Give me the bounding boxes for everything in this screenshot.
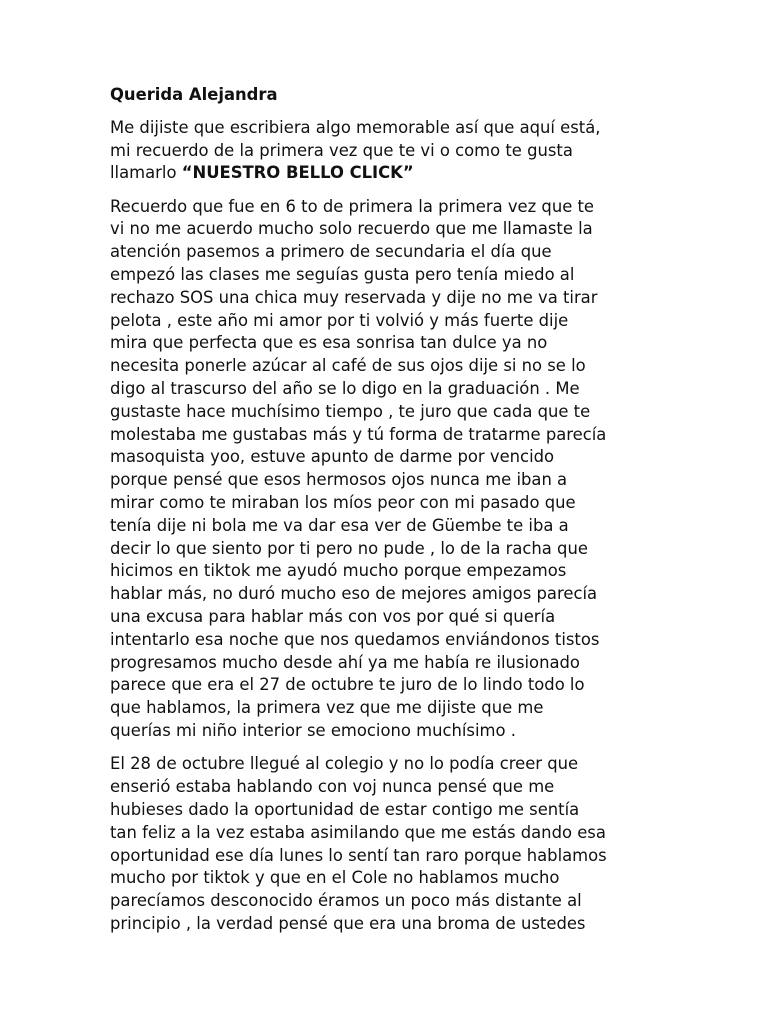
text-line: rechazo SOS una chica muy reservada y dije no me va tirar: [110, 287, 598, 307]
text-line: gustaste hace muchísimo tiempo , te juro que cada que te: [110, 401, 591, 421]
text-line: decir lo que siento por ti pero no pude , lo de la racha que: [110, 538, 588, 558]
text-line: atención pasemos a primero de secundaria el día que: [110, 242, 552, 262]
text-line: oportunidad ese día lunes lo sentí tan raro porque hablamos: [110, 845, 607, 865]
text-line: hicimos en tiktok me ayudó mucho porque empezamos: [110, 561, 567, 581]
text-line: digo al trascurso del año se lo digo en la graduación . Me: [110, 379, 580, 399]
text-line: tenía dije ni bola me va dar esa ver de Güembe te iba a: [110, 515, 569, 535]
text-line: empezó las clases me seguías gusta pero tenía miedo al: [110, 265, 575, 285]
text-line: pelota , este año mi amor por ti volvió y más fuerte dije: [110, 310, 569, 330]
text-line: Recuerdo que fue en 6 to de primera la primera vez que te: [110, 196, 595, 216]
text-line: necesita ponerle azúcar al café de sus ojos dije si no se lo: [110, 356, 586, 376]
text-line: parece que era el 27 de octubre te juro de lo lindo todo lo: [110, 675, 585, 695]
intro-paragraph: [110, 117, 670, 185]
text-line: hablar más, no duró mucho eso de mejores amigos parecía: [110, 584, 598, 604]
text-line: principio , la verdad pensé que era una broma de ustedes: [110, 913, 586, 933]
letter-salutation: Querida Alejandra: [110, 85, 278, 104]
text-line: mirar como te miraban los míos peor con mi pasado que: [110, 493, 576, 513]
memory-paragraph: [110, 196, 670, 743]
text-line: querías mi niño interior se emociono muchísimo .: [110, 721, 516, 741]
text-line: intentarlo esa noche que nos quedamos enviándonos tistos: [110, 629, 600, 649]
text-line: El 28 de octubre llegué al colegio y no lo podía creer que: [110, 754, 579, 774]
text-line: mi recuerdo de la primera vez que te vi o como te gusta: [110, 140, 573, 160]
text-line: progresamos mucho desde ahí ya me había re ilusionado: [110, 652, 580, 672]
text-line: mucho por tiktok y que en el Cole no hablamos mucho: [110, 868, 560, 888]
text-line: tan feliz a la vez estaba asimilando que me estás dando esa: [110, 822, 606, 842]
text-line: una excusa para hablar más con vos por qué si quería: [110, 607, 556, 627]
text-line: vi no me acuerdo mucho solo recuerdo que me llamaste la: [110, 219, 593, 239]
text-line: enserió estaba hablando con voj nunca pensé que me: [110, 777, 555, 797]
text-line: mira que perfecta que es esa sonrisa tan dulce ya no: [110, 333, 548, 353]
text-line: molestaba me gustabas más y tú forma de tratarme parecía: [110, 424, 607, 444]
text-line: masoquista yoo, estuve apunto de darme por vencido: [110, 447, 555, 467]
emphasized-title: “NUESTRO BELLO CLICK”: [181, 163, 414, 183]
letter-body: [110, 84, 670, 946]
text-line: que hablamos, la primera vez que me dijiste que me: [110, 698, 544, 718]
text-line: Me dijiste que escribiera algo memorable así que aquí está,: [110, 117, 601, 137]
text-line: hubieses dado la oportunidad de estar contigo me sentía: [110, 799, 580, 819]
text-line: porque pensé que esos hermosos ojos nunca me iban a: [110, 470, 568, 490]
october-paragraph: [110, 753, 670, 935]
text-line-prefix: llamarlo: [110, 163, 182, 183]
text-line: parecíamos desconocido éramos un poco más distante al: [110, 891, 582, 911]
text-line: [110, 162, 670, 185]
